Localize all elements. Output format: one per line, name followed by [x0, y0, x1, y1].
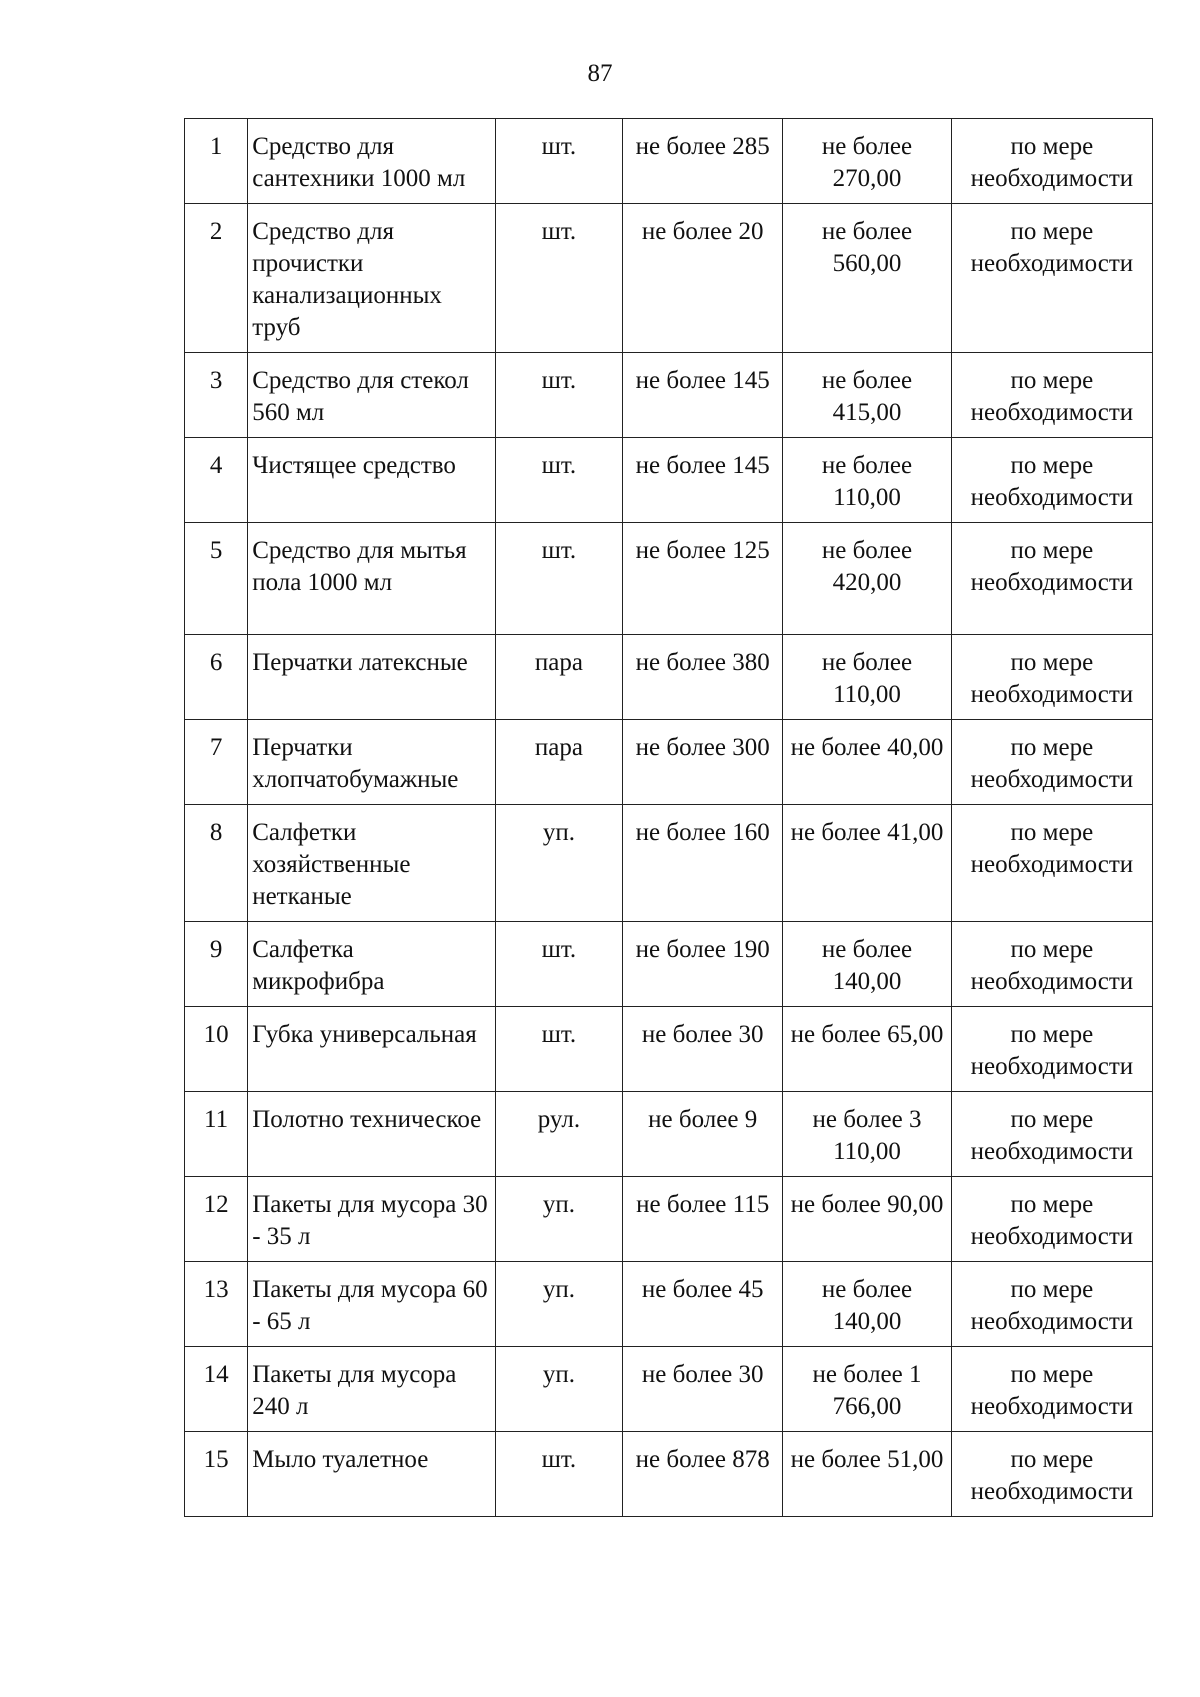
row-number-cell: 10 [185, 1007, 248, 1092]
item-name-cell: Перчатки латексные [248, 635, 496, 720]
quantity-cell: не более 878 [623, 1432, 783, 1517]
delivery-period-cell: по мере необходимости [951, 635, 1152, 720]
delivery-period-cell: по мере необходимости [951, 1432, 1152, 1517]
unit-price-cell: не более 90,00 [783, 1177, 952, 1262]
unit-of-measure-cell: шт. [495, 523, 622, 635]
delivery-period-cell: по мере необходимости [951, 119, 1152, 204]
table-row [185, 720, 1153, 805]
item-name-cell: Средство для прочистки канализационных труб [248, 204, 496, 353]
item-name-cell: Мыло туалетное [248, 1432, 496, 1517]
unit-of-measure-cell: уп. [495, 1347, 622, 1432]
table-row [185, 1177, 1153, 1262]
quantity-cell: не более 380 [623, 635, 783, 720]
unit-price-cell: не более 560,00 [783, 204, 952, 353]
unit-of-measure-cell: уп. [495, 1177, 622, 1262]
table-row [185, 353, 1153, 438]
delivery-period-cell: по мере необходимости [951, 523, 1152, 635]
delivery-period-cell: по мере необходимости [951, 1007, 1152, 1092]
row-number-cell: 9 [185, 922, 248, 1007]
unit-of-measure-cell: пара [495, 635, 622, 720]
delivery-period-cell: по мере необходимости [951, 1092, 1152, 1177]
row-number-cell: 15 [185, 1432, 248, 1517]
delivery-period-cell: по мере необходимости [951, 922, 1152, 1007]
item-name-cell: Средство для мытья пола 1000 мл [248, 523, 496, 635]
quantity-cell: не более 30 [623, 1347, 783, 1432]
table-row [185, 635, 1153, 720]
item-name-cell: Губка универсальная [248, 1007, 496, 1092]
row-number-cell: 6 [185, 635, 248, 720]
row-number-cell: 4 [185, 438, 248, 523]
unit-of-measure-cell: рул. [495, 1092, 622, 1177]
row-number-cell: 1 [185, 119, 248, 204]
unit-price-cell: не более 140,00 [783, 1262, 952, 1347]
unit-of-measure-cell: шт. [495, 119, 622, 204]
table-row [185, 922, 1153, 1007]
quantity-cell: не более 285 [623, 119, 783, 204]
row-number-cell: 7 [185, 720, 248, 805]
delivery-period-cell: по мере необходимости [951, 720, 1152, 805]
unit-of-measure-cell: шт. [495, 204, 622, 353]
row-number-cell: 2 [185, 204, 248, 353]
unit-price-cell: не более 140,00 [783, 922, 952, 1007]
page-number: 87 [587, 60, 613, 87]
item-name-cell: Пакеты для мусора 60 - 65 л [248, 1262, 496, 1347]
delivery-period-cell: по мере необходимости [951, 438, 1152, 523]
delivery-period-cell: по мере необходимости [951, 1177, 1152, 1262]
row-number-cell: 13 [185, 1262, 248, 1347]
unit-price-cell: не более 40,00 [783, 720, 952, 805]
items-table [184, 118, 1153, 1517]
items-table-body [185, 119, 1153, 1517]
unit-price-cell: не более 1 766,00 [783, 1347, 952, 1432]
quantity-cell: не более 145 [623, 353, 783, 438]
table-row [185, 805, 1153, 922]
delivery-period-cell: по мере необходимости [951, 204, 1152, 353]
table-row [185, 438, 1153, 523]
quantity-cell: не более 145 [623, 438, 783, 523]
unit-of-measure-cell: шт. [495, 1007, 622, 1092]
quantity-cell: не более 30 [623, 1007, 783, 1092]
unit-price-cell: не более 110,00 [783, 635, 952, 720]
quantity-cell: не более 125 [623, 523, 783, 635]
unit-of-measure-cell: уп. [495, 805, 622, 922]
unit-of-measure-cell: шт. [495, 353, 622, 438]
table-row [185, 1007, 1153, 1092]
item-name-cell: Чистящее средство [248, 438, 496, 523]
delivery-period-cell: по мере необходимости [951, 353, 1152, 438]
quantity-cell: не более 20 [623, 204, 783, 353]
quantity-cell: не более 160 [623, 805, 783, 922]
table-row [185, 204, 1153, 353]
table-row [185, 523, 1153, 635]
item-name-cell: Полотно техническое [248, 1092, 496, 1177]
quantity-cell: не более 300 [623, 720, 783, 805]
quantity-cell: не более 115 [623, 1177, 783, 1262]
delivery-period-cell: по мере необходимости [951, 805, 1152, 922]
row-number-cell: 12 [185, 1177, 248, 1262]
item-name-cell: Пакеты для мусора 240 л [248, 1347, 496, 1432]
item-name-cell: Пакеты для мусора 30 - 35 л [248, 1177, 496, 1262]
table-row [185, 1262, 1153, 1347]
item-name-cell: Салфетки хозяйственные нетканые [248, 805, 496, 922]
quantity-cell: не более 45 [623, 1262, 783, 1347]
unit-price-cell: не более 110,00 [783, 438, 952, 523]
quantity-cell: не более 190 [623, 922, 783, 1007]
unit-of-measure-cell: уп. [495, 1262, 622, 1347]
unit-price-cell: не более 415,00 [783, 353, 952, 438]
row-number-cell: 14 [185, 1347, 248, 1432]
unit-of-measure-cell: шт. [495, 922, 622, 1007]
unit-price-cell: не более 65,00 [783, 1007, 952, 1092]
unit-price-cell: не более 420,00 [783, 523, 952, 635]
delivery-period-cell: по мере необходимости [951, 1262, 1152, 1347]
unit-price-cell: не более 270,00 [783, 119, 952, 204]
item-name-cell: Салфетка микрофибра [248, 922, 496, 1007]
row-number-cell: 3 [185, 353, 248, 438]
unit-price-cell: не более 3 110,00 [783, 1092, 952, 1177]
unit-of-measure-cell: шт. [495, 1432, 622, 1517]
item-name-cell: Средство для стекол 560 мл [248, 353, 496, 438]
row-number-cell: 8 [185, 805, 248, 922]
unit-of-measure-cell: пара [495, 720, 622, 805]
unit-price-cell: не более 41,00 [783, 805, 952, 922]
table-row [185, 1092, 1153, 1177]
quantity-cell: не более 9 [623, 1092, 783, 1177]
table-row [185, 1347, 1153, 1432]
row-number-cell: 11 [185, 1092, 248, 1177]
unit-of-measure-cell: шт. [495, 438, 622, 523]
row-number-cell: 5 [185, 523, 248, 635]
table-row [185, 119, 1153, 204]
unit-price-cell: не более 51,00 [783, 1432, 952, 1517]
table-row [185, 1432, 1153, 1517]
item-name-cell: Средство для сантехники 1000 мл [248, 119, 496, 204]
delivery-period-cell: по мере необходимости [951, 1347, 1152, 1432]
item-name-cell: Перчатки хлопчатобумажные [248, 720, 496, 805]
